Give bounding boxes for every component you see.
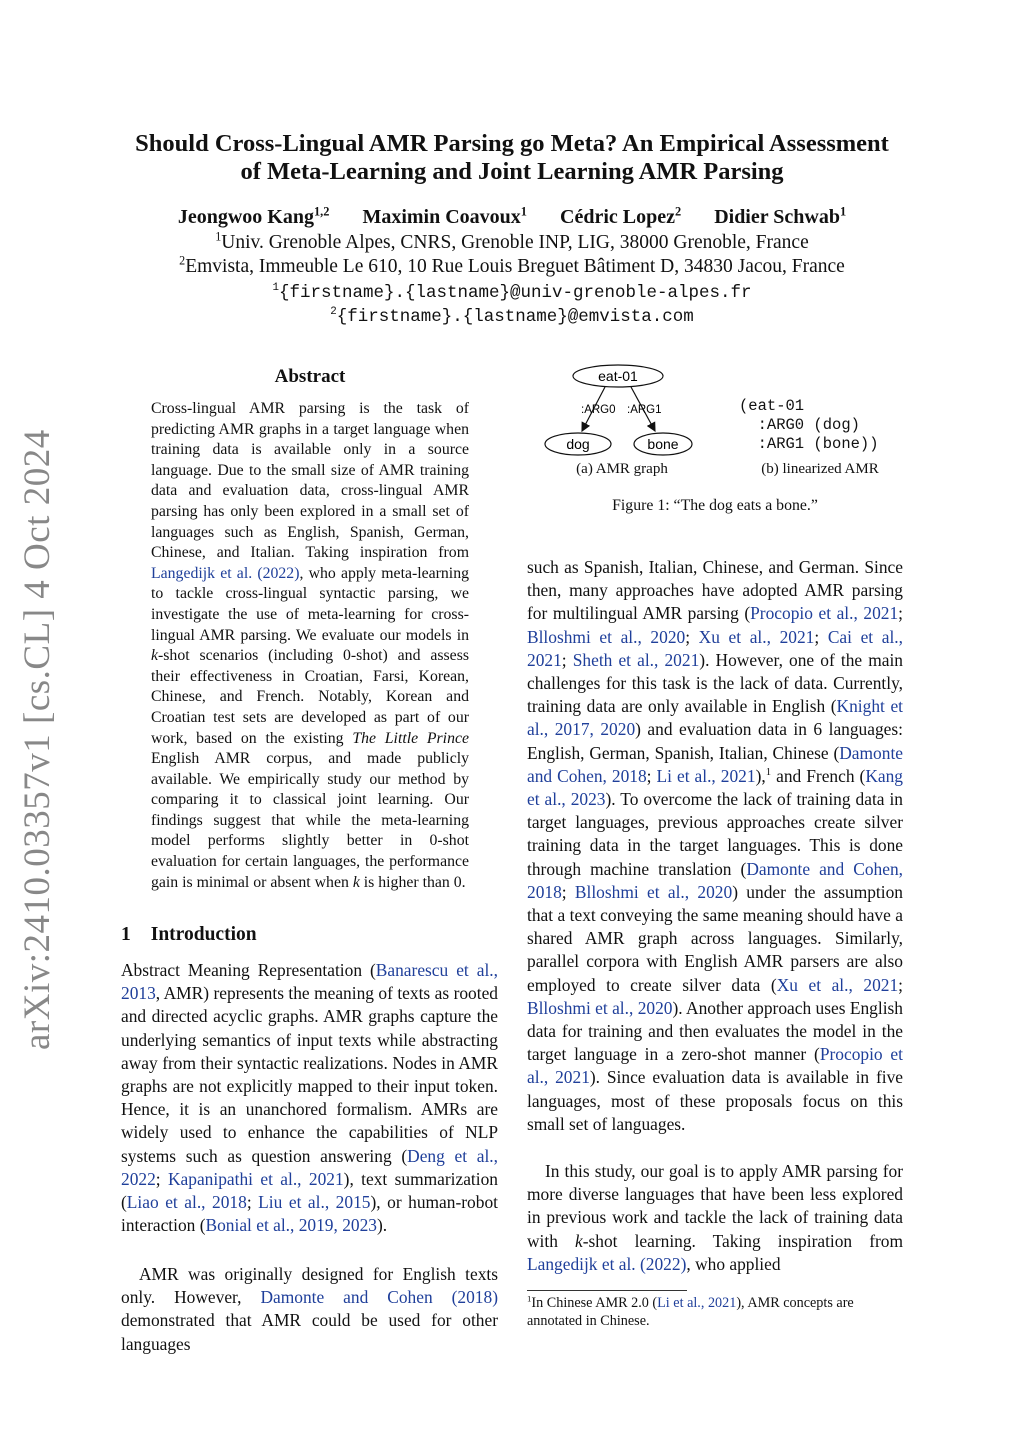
citation-link[interactable]: Cai et al., 2021 (527, 626, 903, 670)
text-run: AMR was originally designed for English texts only. However, (121, 1264, 498, 1308)
title-line-2: of Meta-Learning and Joint Learning AMR Parsing (240, 158, 784, 185)
citation-link[interactable]: Kapanipathi et al., 2021 (167, 1168, 344, 1189)
graph-node-bone-label: bone (647, 436, 679, 452)
arxiv-stamp: arXiv:2410.03357v1 [cs.CL] 4 Oct 2024 (17, 429, 58, 1050)
citation-link[interactable]: Damonte and Cohen, 2018 (527, 742, 903, 786)
author: Jeongwoo Kang$^{1,2}$ (177, 204, 330, 228)
abstract-body: Cross-lingual AMR parsing is the task of predicting AMR graphs in a target language when training data is available only in a source language. Due to the small size of AMR training data and evaluation data, cross-lingual AMR parsing has only been explored in a small set of languages such as English, Spanish, German, Chinese, and Italian. Taking inspiration from Langedijk et al. (2022), who apply meta-learning to tackle cross-lingual syntactic parsing, we investigate the use of meta-learning for cross-lingual AMR parsing. We evaluate our models in k-shot scenarios (including 0-shot) and assess their effectiveness in Croatian, Farsi, Korean, Chinese, and French. Notably, Korean and Croatian test sets are developed as part of our work, based on the existing The Little Prince English AMR corpus, and made publicly available. We empirically study our method by comparing it to classical joint learning. Our findings suggest that while the meta-learning model performs slightly better in 0-shot evaluation for certain languages, the performance gain is minimal or absent when k is higher than 0. (151, 400, 469, 891)
subcaption-b: (b) linearized AMR (761, 461, 879, 477)
citation-link[interactable]: Procopio et al., 2021 (527, 1044, 903, 1088)
abstract-heading: Abstract (274, 366, 346, 387)
author: Maximin Coavoux$^1$ (362, 204, 527, 228)
email-2: $^2${firstname}.{lastname}@emvista.com (330, 306, 694, 327)
text-run: Abstract Meaning Representation ( (121, 960, 376, 980)
text-run: , AMR) represents the meaning of texts as rooted and directed acyclic graphs. AMR graphs capture the underlying semantics of input texts while abstracting away from their syntactic realizations. Nodes in AMR graphs are not explicitly mapped to their input token. Hence, it is an unanchored formalism. AMRs are widely used to enhance the capabilities of NLP systems such as question answering ( (121, 983, 498, 1166)
math-variable: k (574, 1230, 583, 1251)
text-run: ) and evaluation data in 6 languages: English, German, Spanish, Italian, Chinese ( (527, 719, 903, 763)
citation-link[interactable]: Blloshmi et al., 2020 (527, 626, 686, 647)
right-paragraph-1 (527, 556, 903, 1136)
intro-paragraph-2 (121, 1263, 498, 1356)
citation-link[interactable]: Langedijk et al. (2022) (151, 564, 300, 582)
citation-link[interactable]: Liao et al., 2018 (126, 1192, 247, 1213)
text-run: ) under the assumption that a text conveying the same meaning should have a shared AMR graph across languages. Similarly, parallel corpora with English AMR parsers are also employed to create silver data ( (527, 881, 903, 995)
citation-link[interactable]: Langedijk et al. (2022) (527, 1253, 687, 1274)
text-run: ). Since evaluation data is available in five languages, most of these proposals focus on this small set of languages. (527, 1067, 904, 1134)
text-run: ), text summarization ( (121, 1168, 498, 1213)
title-line-1: Should Cross-Lingual AMR Parsing go Meta? An Empirical Assessment (135, 130, 889, 157)
footnote-marker[interactable]: 1 (765, 766, 772, 779)
citation-link[interactable]: Liu et al., 2015 (258, 1192, 371, 1213)
graph-node-dog-label: dog (566, 436, 590, 452)
text-run: ). However, one of the main challenges for this task is the lack of data. Currently, training data are only available in English ( (527, 649, 903, 717)
graph-node-root-label: eat-01 (598, 368, 638, 384)
text-run: ). Another approach uses English data for training and then evaluates the model in the target language in a zero-shot manner ( (527, 997, 903, 1065)
text-run: demonstrated that AMR could be used for other languages (121, 1310, 498, 1354)
text-run: ; (561, 649, 573, 670)
text-run: ; (155, 1168, 168, 1189)
citation-link[interactable]: Damonte and Cohen (2018) (260, 1287, 498, 1308)
affiliation-1: $^1$Univ. Grenoble Alpes, CNRS, Grenoble INP, LIG, 38000 Grenoble, France (215, 229, 809, 253)
footnote: $^1$In Chinese AMR 2.0 (Li et al., 2021), AMR concepts are annotated in Chinese. (527, 1293, 854, 1329)
citation-link[interactable]: Xu et al., 2021 (776, 974, 899, 995)
citation-link[interactable]: Procopio et al., 2021 (750, 603, 899, 624)
text-run: -shot learning. Taking inspiration from (582, 1230, 903, 1251)
citation-link[interactable]: Banarescu et al., 2013 (121, 960, 498, 1004)
amr-graph-figure (527, 360, 727, 460)
citation-link[interactable]: Blloshmi et al., 2020 (574, 881, 733, 902)
text-run: ; (898, 974, 904, 995)
footnote-divider (527, 1290, 687, 1291)
text-run: ), (755, 765, 766, 786)
subcaption-a: (a) AMR graph (576, 461, 668, 477)
right-paragraph-2 (527, 1160, 903, 1276)
graph-edge-arg1-label: :ARG1 (627, 404, 662, 416)
text-run: , who applied (686, 1253, 781, 1274)
citation-link[interactable]: Li et al., 2021 (656, 765, 756, 786)
intro-paragraph-1 (121, 959, 498, 1237)
paper-title (100, 130, 924, 186)
citation-link[interactable]: Knight et al., 2017, 2020 (527, 696, 903, 740)
text-run: ). To overcome the lack of training data in target languages, previous approaches create silver training data in the target languages. This is done through machine translation ( (527, 789, 903, 879)
text-run: ; (898, 603, 903, 624)
text-run: ; (685, 626, 699, 647)
text-run: ), or human-robot interaction ( (121, 1192, 498, 1236)
citation-link[interactable]: Damonte and Cohen, 2018 (527, 858, 903, 902)
text-run: ; (561, 881, 575, 902)
citation-link[interactable]: Li et al., 2021 (657, 1295, 737, 1311)
citation-link[interactable]: Bonial et al., 2019, 2023 (205, 1215, 377, 1236)
email-1: $^1${firstname}.{lastname}@univ-grenoble-alpes.fr (272, 282, 752, 303)
citation-link[interactable]: Deng et al., 2022 (121, 1145, 499, 1189)
graph-edge-arg0-label: :ARG0 (581, 404, 616, 416)
author-list (100, 206, 924, 229)
citation-link[interactable]: Kang et al., 2023 (527, 765, 903, 810)
text-run: ; (646, 765, 657, 786)
figure-caption: Figure 1: “The dog eats a bone.” (612, 497, 818, 514)
text-run: ; (814, 626, 828, 647)
text-run: In this study, our goal is to apply AMR parsing for more diverse languages that have been less explored in previous work and tackle the lack of training data with (527, 1161, 903, 1251)
citation-link[interactable]: Sheth et al., 2021 (572, 649, 700, 670)
affiliation-2: $^2$Emvista, Immeuble Le 610, 10 Rue Louis Breguet Bâtiment D, 34830 Jacou, France (179, 253, 845, 277)
text-run: ; (246, 1192, 259, 1213)
text-run: and French ( (771, 765, 866, 786)
citation-link[interactable]: Xu et al., 2021 (698, 626, 815, 647)
citation-link[interactable]: Blloshmi et al., 2020 (527, 997, 673, 1018)
author: Didier Schwab$^1$ (714, 204, 847, 228)
author: Cédric Lopez$^2$ (560, 204, 682, 228)
text-run: such as Spanish, Italian, Chinese, and German. Since then, many approaches have adopted AMR parsing for multilingual AMR parsing ( (527, 557, 903, 624)
linearized-amr: (eat-01 :ARG0 (dog) :ARG1 (bone)) (739, 397, 879, 453)
text-run: ). (376, 1215, 388, 1236)
section-heading-introduction: 1 Introduction (121, 924, 257, 945)
